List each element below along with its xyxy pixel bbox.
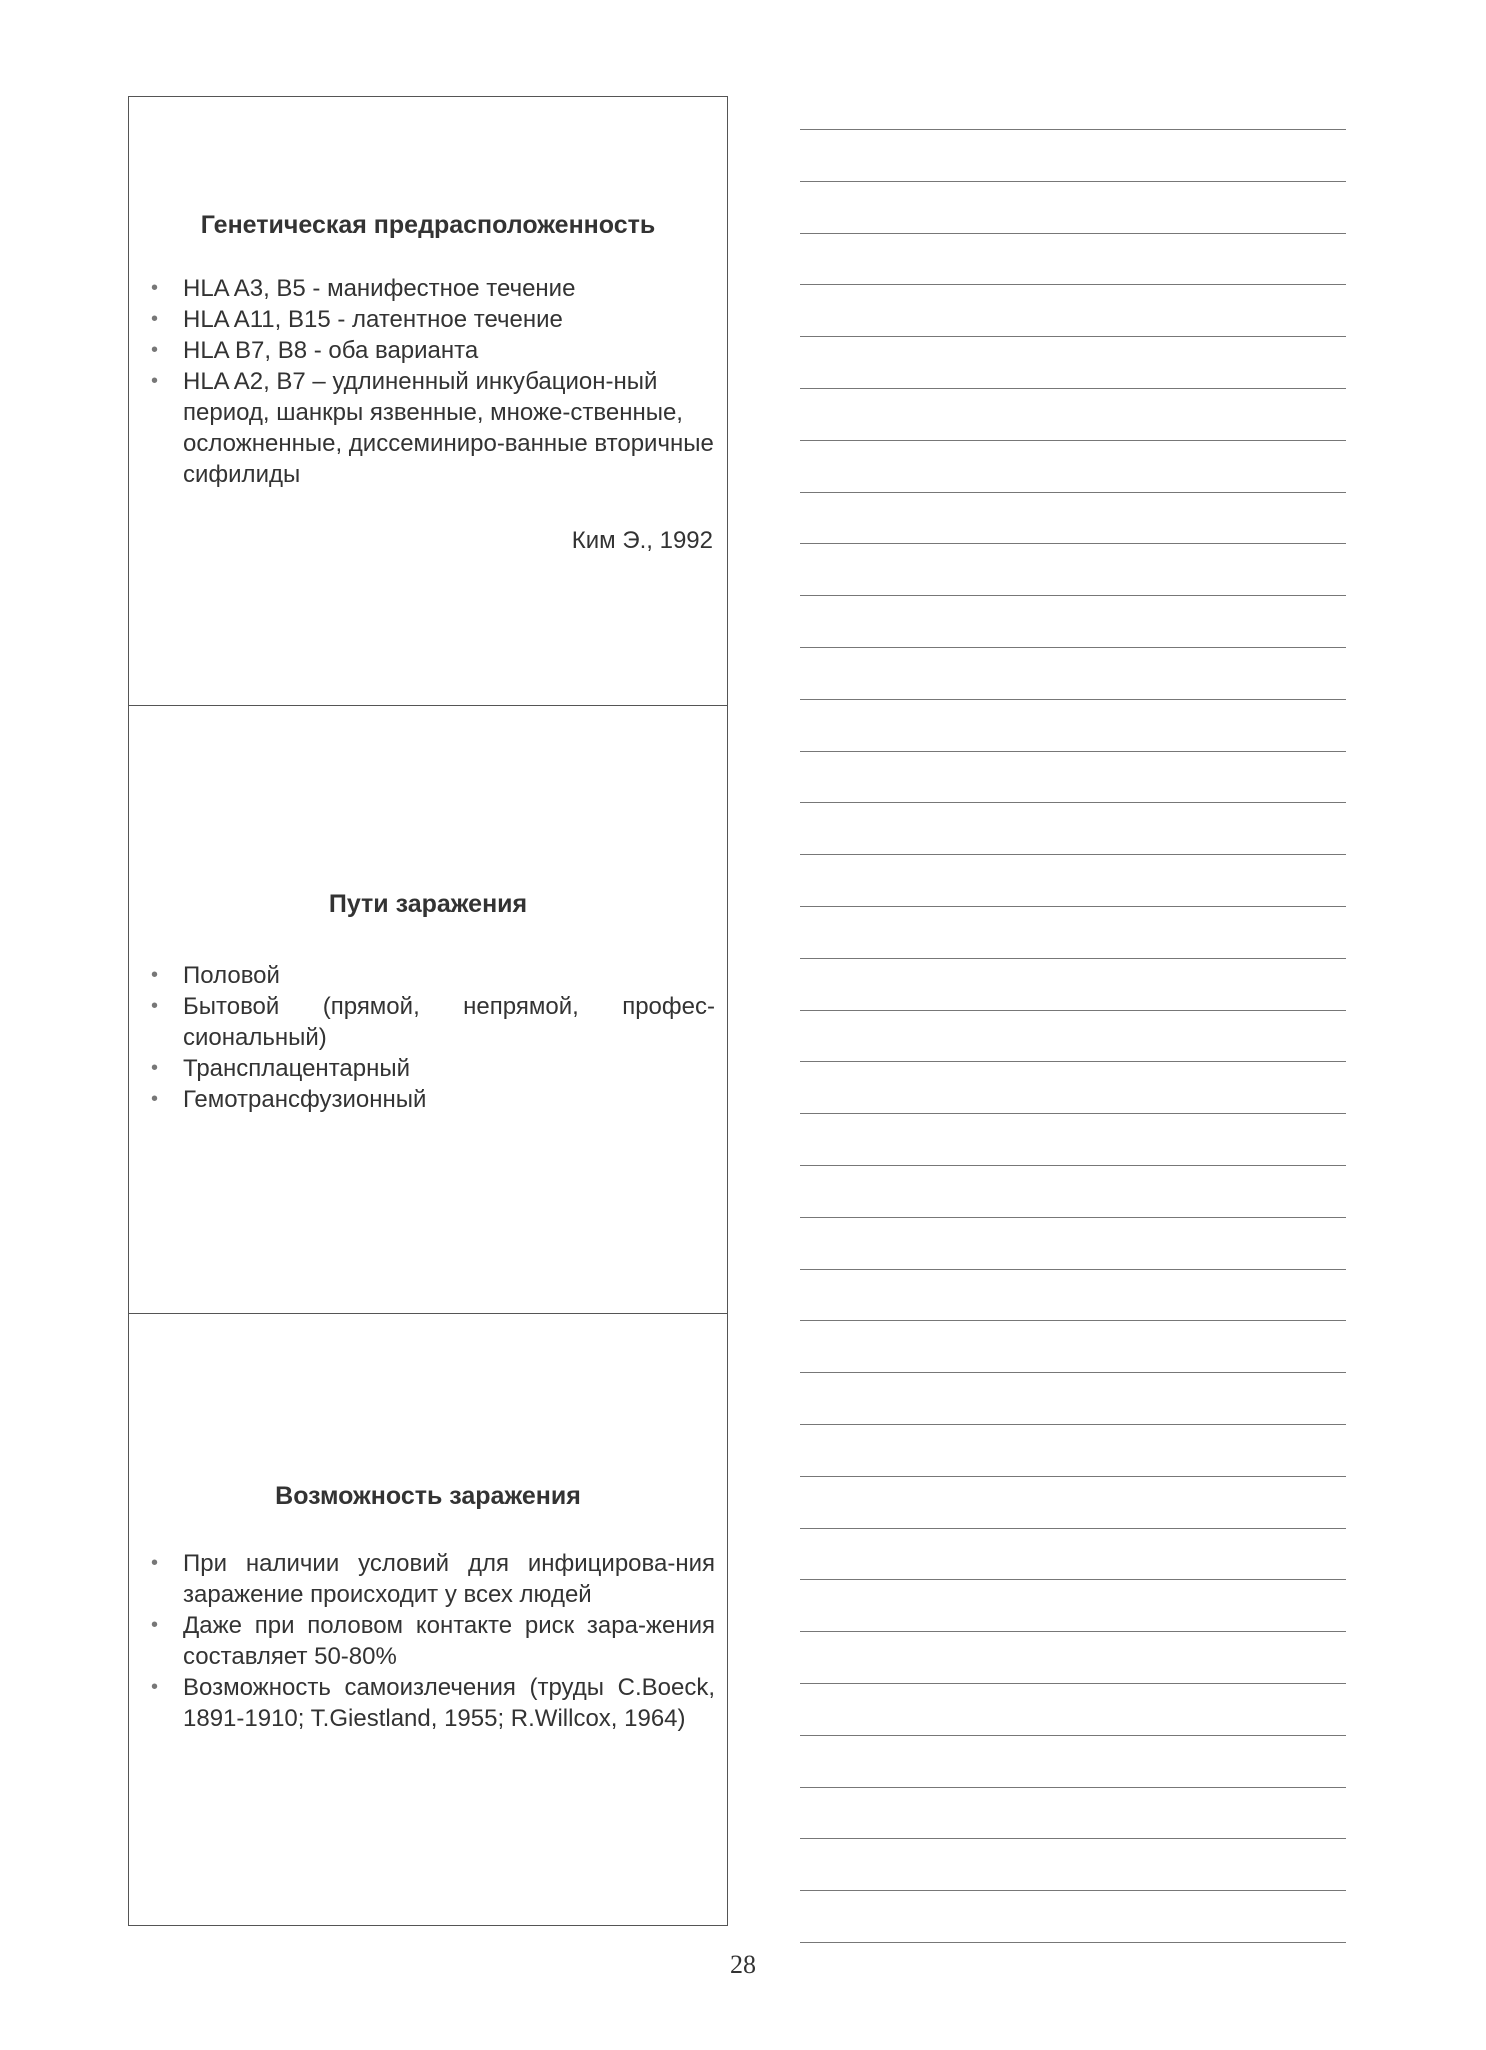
citation: Ким Э., 1992 <box>571 527 713 554</box>
list-item <box>147 1084 715 1115</box>
note-line <box>800 1010 1346 1011</box>
slide-title: Пути заражения <box>328 890 528 918</box>
list-item <box>147 304 715 335</box>
note-line <box>800 1424 1346 1425</box>
bullet-list <box>129 960 727 1115</box>
bullet-icon: • <box>151 1676 159 1698</box>
list-item <box>147 1672 715 1734</box>
note-line <box>800 1061 1346 1062</box>
bullet-icon: • <box>151 277 159 299</box>
list-item <box>147 960 715 991</box>
bullet-icon: • <box>151 1614 159 1636</box>
bullet-list <box>129 1548 727 1734</box>
note-line <box>800 906 1346 907</box>
list-item-text: Трансплацентарный <box>183 1055 411 1082</box>
note-line <box>800 595 1346 596</box>
list-item-text: Возможность самоизлечения (труды C.Boeck, 1891-1910; T.Giestland, 1955; R.Willcox, 1964) <box>183 1674 715 1732</box>
list-item-text: Даже при половом контакте риск зара-жения составляет 50-80% <box>183 1612 715 1670</box>
note-line <box>800 958 1346 959</box>
list-item-text: HLA A3, B5 - манифестное течение <box>183 275 576 302</box>
note-line <box>800 1890 1346 1891</box>
list-item-text: При наличии условий для инфицирова-ния заражение происходит у всех людей <box>183 1550 715 1608</box>
note-line <box>800 1631 1346 1632</box>
note-line <box>800 181 1346 182</box>
slide-infection-possibility <box>129 1313 727 1925</box>
page-number: 28 <box>730 1950 756 1979</box>
note-line <box>800 1579 1346 1580</box>
note-line <box>800 1735 1346 1736</box>
note-line <box>800 1528 1346 1529</box>
note-line <box>800 1165 1346 1166</box>
bullet-icon: • <box>151 964 159 986</box>
notes-lines-area <box>800 0 1346 1950</box>
list-item-text: Гемотрансфузионный <box>183 1086 427 1113</box>
slide-genetic-predisposition <box>129 97 727 705</box>
note-line <box>800 440 1346 441</box>
note-line <box>800 388 1346 389</box>
list-item <box>147 335 715 366</box>
bullet-icon: • <box>151 1552 159 1574</box>
bullet-icon: • <box>151 339 159 361</box>
list-item-text: HLA A11, B15 - латентное течение <box>183 306 563 333</box>
bullet-icon: • <box>151 1088 159 1110</box>
list-item <box>147 366 715 490</box>
note-line <box>800 543 1346 544</box>
note-line <box>800 854 1346 855</box>
note-line <box>800 1787 1346 1788</box>
note-line <box>800 1113 1346 1114</box>
note-line <box>800 1269 1346 1270</box>
list-item-text: Бытовой (прямой, непрямой, профес-сиональный) <box>183 993 715 1051</box>
list-item <box>147 1053 715 1084</box>
note-line <box>800 1683 1346 1684</box>
slide-transmission-routes <box>129 705 727 1313</box>
list-item <box>147 1610 715 1672</box>
note-line <box>800 647 1346 648</box>
note-line <box>800 233 1346 234</box>
note-line <box>800 1942 1346 1943</box>
note-line <box>800 802 1346 803</box>
note-line <box>800 129 1346 130</box>
list-item <box>147 1548 715 1610</box>
list-item-text: Половой <box>183 962 280 989</box>
bullet-icon: • <box>151 995 159 1017</box>
note-line <box>800 492 1346 493</box>
list-item <box>147 991 715 1053</box>
bullet-icon: • <box>151 370 159 392</box>
list-item <box>147 273 715 304</box>
note-line <box>800 284 1346 285</box>
slide-title: Генетическая предрасположенность <box>200 211 656 239</box>
note-line <box>800 1217 1346 1218</box>
note-line <box>800 336 1346 337</box>
bullet-list <box>129 273 727 490</box>
list-item-text: HLA B7, B8 - оба варианта <box>183 337 479 364</box>
bullet-icon: • <box>151 308 159 330</box>
list-item-text: HLA A2, B7 – удлиненный инкубацион-ный период, шанкры язвенные, множе-ственные, осложненные, диссеминиро-ванные вторичные сифилиды <box>183 368 714 488</box>
note-line <box>800 1320 1346 1321</box>
note-line <box>800 1838 1346 1839</box>
slides-column <box>128 96 728 1926</box>
note-line <box>800 1476 1346 1477</box>
note-line <box>800 1372 1346 1373</box>
slide-title: Возможность заражения <box>275 1482 581 1510</box>
note-line <box>800 699 1346 700</box>
bullet-icon: • <box>151 1057 159 1079</box>
note-line <box>800 751 1346 752</box>
